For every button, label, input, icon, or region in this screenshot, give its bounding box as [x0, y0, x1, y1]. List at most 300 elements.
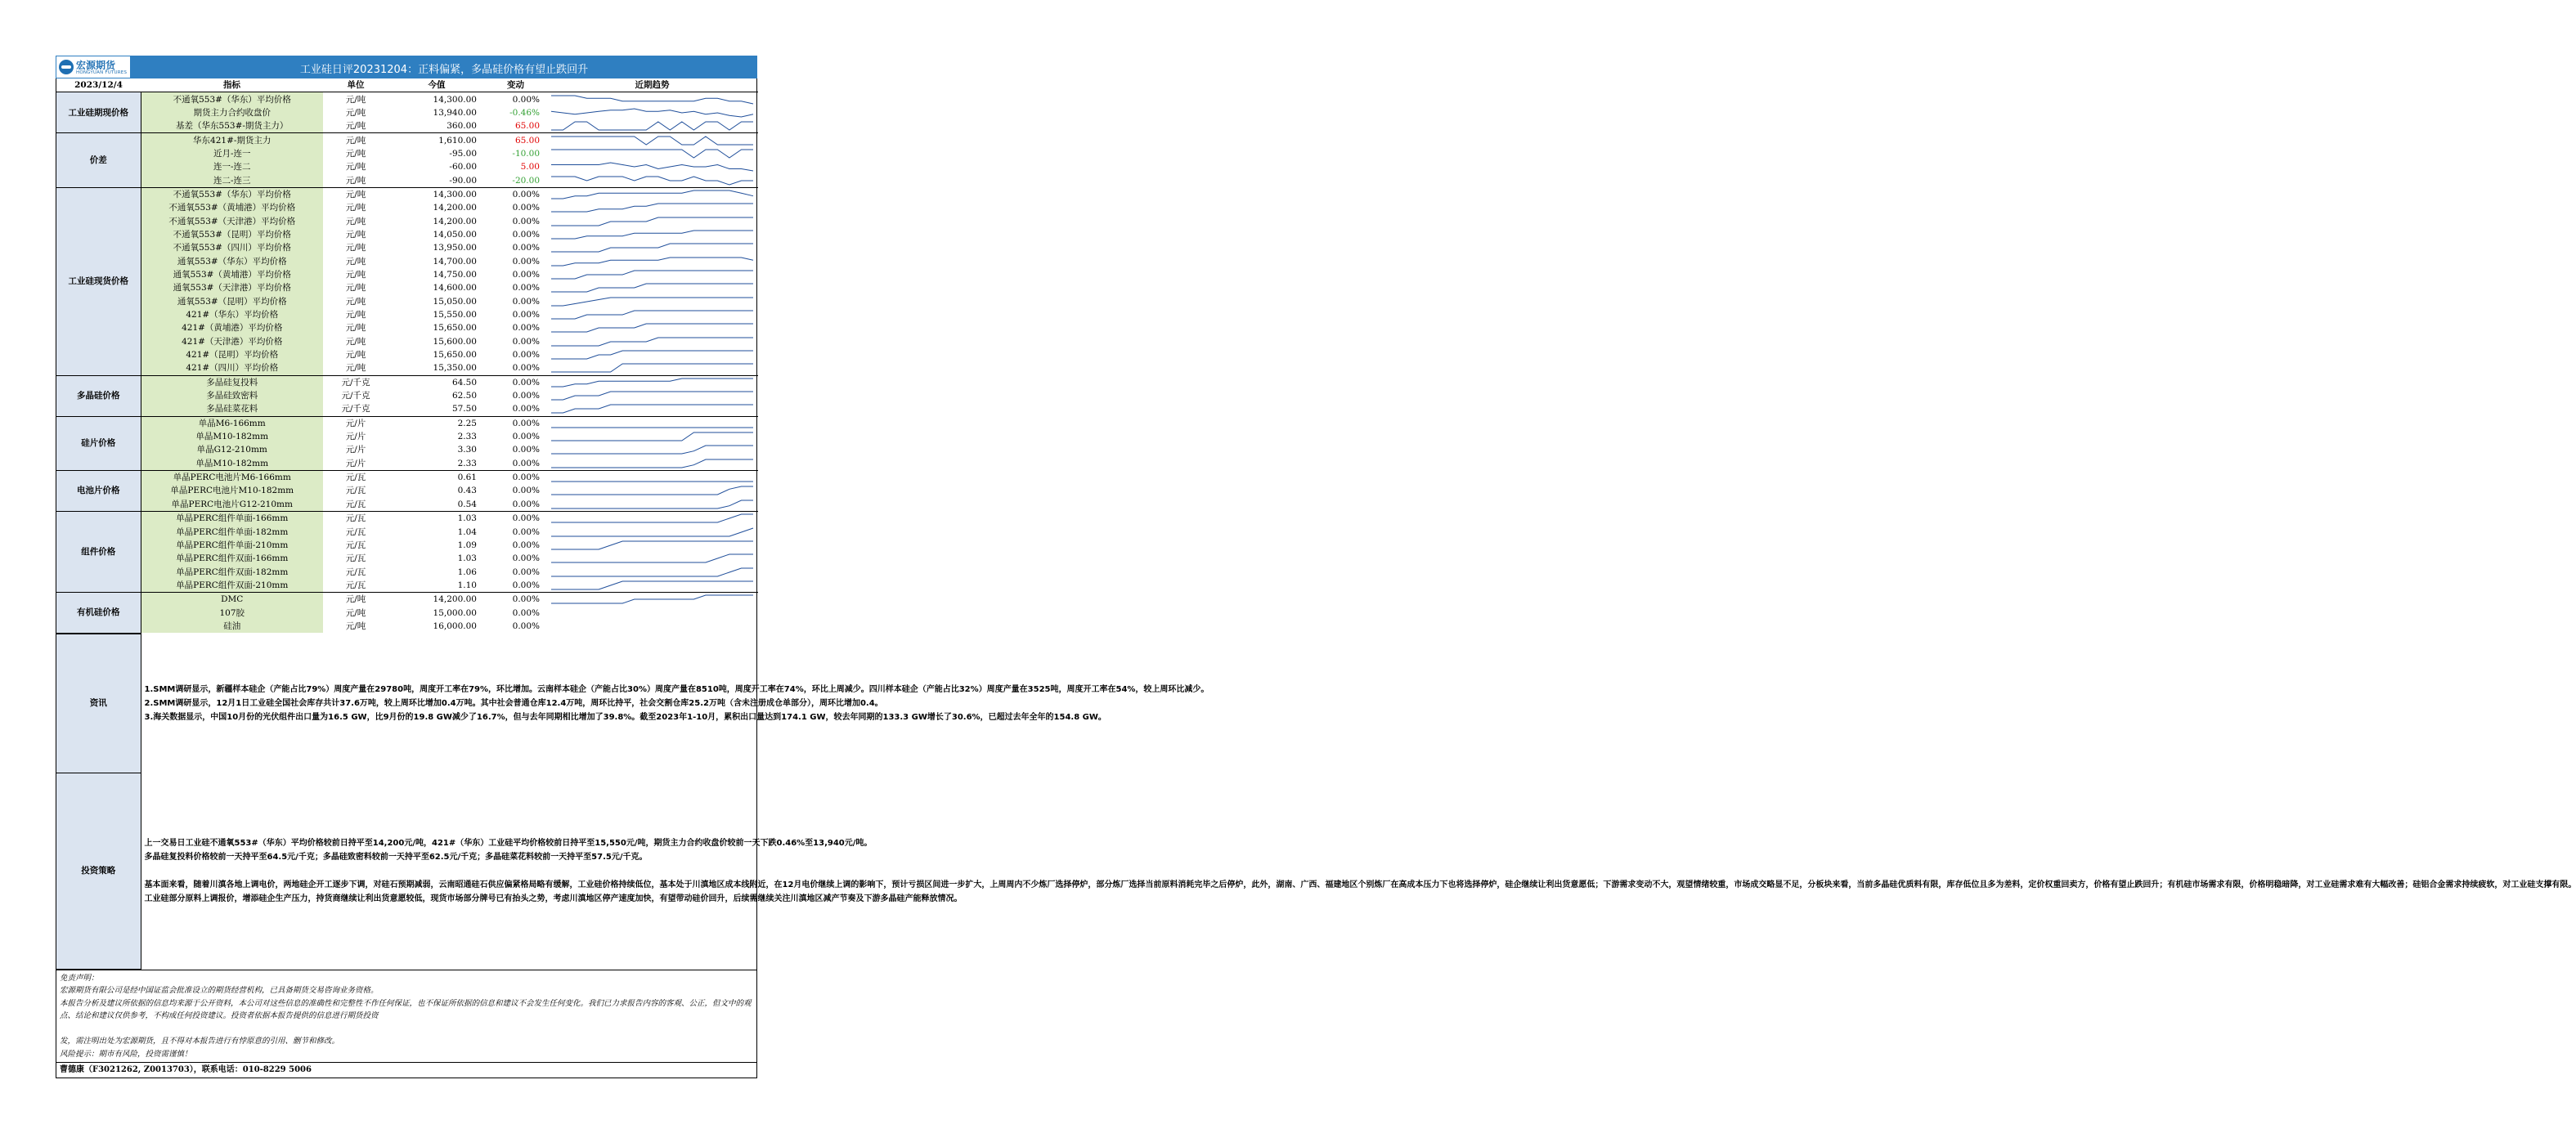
unit-cell: 元/吨: [345, 175, 366, 186]
indicator-name: 421#（华东）平均价格: [141, 308, 323, 321]
table-row: [56, 565, 758, 578]
value-cell: 14,600.00: [433, 283, 477, 293]
unit-cell: 元/吨: [345, 607, 366, 618]
value-cell: 62.50: [451, 391, 477, 401]
trend-sparkline: [546, 106, 758, 119]
trend-cell: [546, 498, 758, 512]
table-row: [56, 416, 758, 430]
indicator-name: 单晶PERC电池片G12-210mm: [141, 498, 323, 512]
trend-sparkline: [546, 430, 758, 443]
unit-cell: 元/吨: [345, 256, 366, 267]
table-row: [56, 228, 758, 241]
indicator-name: 通氧553#（天津港）平均价格: [141, 281, 323, 294]
unit-cell: 元/吨: [345, 283, 366, 293]
col-header-unit: 单位: [323, 78, 388, 92]
indicator-name: 421#（黄埔港）平均价格: [141, 321, 323, 334]
unit-cell: 元/瓦: [345, 567, 366, 577]
change-cell: 0.00%: [512, 432, 540, 442]
trend-sparkline: [546, 308, 758, 321]
category-cell: 硅片价格: [56, 416, 141, 470]
unit-cell: 元/吨: [323, 187, 388, 201]
trend-sparkline: [546, 539, 758, 552]
indicator-name: 近月-连一: [141, 147, 323, 160]
indicator-name: 单晶M10-182mm: [141, 457, 323, 471]
unit-cell: 元/片: [345, 458, 366, 468]
change-cell: 0.00%: [485, 593, 546, 607]
indicator-name: 421#（四川）平均价格: [141, 361, 323, 375]
news-paragraph: 1.SMM调研显示，新疆样本硅企（产能占比79%）周度产量在29780吨，周度开工率在79%，环比增加。云南样本硅企（产能占比30%）周度产量在8510吨，周度开工率在74%，环比上周减少。四川样本硅企（产能占比32%）周度产量在3525吨，周度开工率在54%，较上周环比减少。: [144, 684, 1209, 694]
indicator-name: 通氧553#（昆明）平均价格: [141, 295, 323, 308]
trend-sparkline: [546, 457, 758, 470]
table-row: [56, 147, 758, 160]
table-row: [56, 361, 758, 375]
disclaimer-line: 宏源期货有限公司是经中国证监会批准设立的期货经营机构，已具备期货交易咨询业务资格。: [60, 986, 379, 996]
data-table-wrapper: [56, 78, 2576, 1078]
value-cell: -60.00: [449, 162, 477, 172]
unit-cell: 元/吨: [345, 107, 366, 118]
trend-cell: [546, 484, 758, 497]
value-cell: 15,000.00: [433, 607, 477, 618]
table-row: [56, 484, 758, 497]
change-cell: 0.00%: [512, 363, 540, 374]
change-cell: 0.00%: [512, 445, 540, 455]
change-cell: 0.00%: [512, 216, 540, 226]
col-header-change: 变动: [485, 78, 546, 92]
trend-line: [551, 217, 753, 226]
category-cell: 电池片价格: [56, 470, 141, 511]
table-row: [56, 335, 758, 348]
category-cell: 组件价格: [56, 512, 141, 593]
table-row: [56, 470, 758, 484]
unit-cell: 元/千克: [341, 404, 370, 414]
news-content: [141, 634, 1209, 773]
category-cell: 工业硅期现价格: [56, 92, 141, 133]
trend-line: [551, 351, 753, 359]
trend-sparkline: [546, 268, 758, 281]
trend-sparkline: [546, 134, 758, 147]
trend-line: [551, 581, 753, 589]
trend-cell: [546, 295, 758, 308]
change-cell: -0.46%: [509, 107, 540, 118]
trend-cell: [546, 470, 758, 484]
value-cell: 1.09: [457, 540, 477, 550]
strategy-content: [141, 773, 2576, 969]
indicator-name: 不通氧553#（华东）平均价格: [141, 187, 323, 201]
change-cell: 0.00%: [512, 391, 540, 401]
trend-cell: [546, 389, 758, 402]
table-row: [56, 539, 758, 552]
trend-cell: [546, 119, 758, 133]
indicator-name: 单晶M10-182mm: [141, 430, 323, 443]
table-row: [56, 620, 758, 633]
disclaimer-line: [60, 1023, 753, 1036]
value-cell: -90.00: [449, 175, 477, 186]
trend-line: [551, 109, 753, 117]
indicator-name: 连一-连二: [141, 160, 323, 173]
change-cell: 0.00%: [512, 540, 540, 550]
change-cell: 0.00%: [512, 580, 540, 590]
indicator-name: 硅油: [141, 620, 323, 633]
table-row: [56, 443, 758, 456]
unit-cell: 元/瓦: [345, 540, 366, 550]
change-cell: 0.00%: [512, 323, 540, 334]
unit-cell: 元/吨: [345, 243, 366, 253]
indicator-name: 单晶PERC组件双面-166mm: [141, 552, 323, 565]
change-cell: 0.00%: [512, 256, 540, 267]
category-cell: 有机硅价格: [56, 593, 141, 634]
indicator-name: 基差（华东553#-期货主力）: [141, 119, 323, 133]
indicator-name: 421#（昆明）平均价格: [141, 348, 323, 361]
table-row: [56, 201, 758, 214]
unit-cell: 元/吨: [345, 350, 366, 361]
news-row: [56, 634, 758, 773]
indicator-name: 单晶PERC组件单面-182mm: [141, 525, 323, 538]
trend-line: [551, 190, 753, 199]
disclaimer: [56, 970, 756, 1063]
unit-cell: 元/吨: [345, 363, 366, 374]
strategy-paragraph: 工业硅部分原料上调报价，增添硅企生产压力，持货商继续让利出货意愿较低，现货市场部分牌号已有抬头之势，考虑川滇地区停产速度加快，有望带动硅价回升，后续需继续关注川滇地区减产节奏及下游多晶硅产能释放情况。: [144, 894, 963, 903]
change-cell: 0.00%: [512, 296, 540, 307]
trend-cell: [546, 201, 758, 214]
unit-cell: 元/千克: [341, 391, 370, 401]
unit-cell: 元/吨: [345, 216, 366, 226]
indicator-name: 连二-连三: [141, 173, 323, 187]
trend-line: [551, 514, 753, 522]
table-row: [56, 187, 758, 201]
trend-sparkline: [546, 321, 758, 334]
value-cell: 1.03: [388, 512, 485, 526]
value-cell: 15,650.00: [433, 350, 477, 361]
trend-sparkline: [546, 607, 758, 620]
news-category: 资讯: [56, 634, 141, 773]
unit-cell: 元/千克: [323, 375, 388, 389]
trend-sparkline: [546, 389, 758, 402]
table-row: [56, 593, 758, 607]
unit-cell: 元/吨: [323, 593, 388, 607]
indicator-name: 单晶PERC组件双面-210mm: [141, 579, 323, 593]
trend-sparkline: [546, 443, 758, 456]
table-row: [56, 525, 758, 538]
report-header: [56, 56, 757, 78]
trend-cell: [546, 254, 758, 267]
trend-cell: [546, 361, 758, 375]
unit-cell: 元/吨: [345, 336, 366, 347]
trend-sparkline: [546, 552, 758, 565]
strategy-category: 投资策略: [56, 773, 141, 969]
trend-line: [551, 96, 753, 104]
commentary-table: [56, 634, 2576, 970]
trend-cell: [546, 321, 758, 334]
value-cell: 360.00: [447, 121, 477, 132]
trend-sparkline: [546, 281, 758, 294]
change-cell: 0.00%: [512, 203, 540, 213]
trend-sparkline: [546, 348, 758, 361]
trend-sparkline: [546, 593, 758, 606]
company-logo: [56, 56, 131, 78]
indicator-name: 不通氧553#（华东）平均价格: [141, 92, 323, 106]
change-cell: 0.00%: [512, 499, 540, 509]
unit-cell: 元/片: [345, 432, 366, 442]
change-cell: 0.00%: [512, 336, 540, 347]
disclaimer-line: 风险提示：期市有风险，投资需谨慎！: [60, 1049, 192, 1059]
value-cell: 15,050.00: [433, 296, 477, 307]
trend-line: [551, 122, 753, 130]
trend-line: [551, 595, 753, 603]
unit-cell: 元/吨: [345, 162, 366, 172]
table-row: [56, 321, 758, 334]
trend-cell: [546, 579, 758, 593]
value-cell: 1.04: [457, 526, 477, 537]
trend-cell: [546, 133, 758, 147]
value-cell: 13,940.00: [433, 107, 477, 118]
trend-line: [551, 500, 753, 509]
unit-cell: 元/吨: [345, 621, 366, 631]
trend-sparkline: [546, 512, 758, 525]
change-cell: 0.00%: [512, 486, 540, 496]
trend-cell: [546, 402, 758, 416]
value-cell: 14,300.00: [388, 187, 485, 201]
value-cell: 14,200.00: [433, 203, 477, 213]
unit-cell: 元/瓦: [345, 580, 366, 590]
value-cell: 1,610.00: [388, 133, 485, 147]
table-row: [56, 512, 758, 526]
value-cell: 2.33: [457, 432, 477, 442]
change-cell: 0.00%: [512, 283, 540, 293]
indicator-name: 421#（天津港）平均价格: [141, 335, 323, 348]
trend-cell: [546, 160, 758, 173]
trend-line: [551, 231, 753, 239]
strategy-paragraph: 基本面来看，随着川滇各地上调电价，两地硅企开工逐步下调，对硅石预期减弱，云南昭通硅石供应偏紧格局略有缓解，工业硅价格持续低位，基本处于川滇地区成本线附近，在12月电价继续上调的影响下，预计亏损区间进一步扩大，上周周内不少炼厂选择停炉，部分炼厂选择当前原料消耗完毕之后停炉，此外，湖南、广西、福建地区个别炼厂在高成本压力下也将选择停炉，硅企继续让利出货意愿低；下游需求变动不大，观望情绪较重，市场成交略显不足，分板块来看，当前多晶硅优质料有限，库存低位且多为差料，定价权重回卖方，价格有望止跌回升；有机硅市场需求有限，价格明稳暗降，对工业硅需求难有大幅改善；硅铝合金需求持续疲软，对工业硅支撑有限。: [144, 880, 2576, 889]
col-header-value: 今值: [388, 78, 485, 92]
analyst-contact: 曹德康（F3021262, Z0013703），联系电话：010-8229 5006: [56, 1062, 756, 1078]
indicator-name: 通氧553#（黄埔港）平均价格: [141, 268, 323, 281]
unit-cell: 元/瓦: [323, 512, 388, 526]
disclaimer-title: 免责声明：: [60, 973, 99, 983]
strategy-paragraph: [145, 864, 756, 878]
unit-cell: 元/吨: [345, 229, 366, 240]
table-row: [56, 348, 758, 361]
table-row: [56, 241, 758, 254]
change-cell: 0.00%: [485, 470, 546, 484]
trend-line: [551, 568, 753, 576]
logo-text-cn: 宏源期货: [76, 60, 116, 71]
trend-cell: [546, 106, 758, 119]
trend-line: [551, 324, 753, 332]
trend-cell: [546, 348, 758, 361]
change-cell: 65.00: [485, 133, 546, 147]
table-row: [56, 308, 758, 321]
change-cell: 0.00%: [512, 526, 540, 537]
trend-cell: [546, 443, 758, 456]
change-cell: 0.00%: [512, 621, 540, 631]
trend-cell: [546, 214, 758, 227]
trend-line: [551, 258, 753, 266]
indicator-name: 单晶M6-166mm: [141, 416, 323, 430]
indicator-name: DMC: [141, 593, 323, 607]
trend-sparkline: [546, 402, 758, 415]
disclaimer-line: 发，需注明出处为宏源期货，且不得对本报告进行有悖原意的引用、删节和修改。: [60, 1037, 340, 1046]
trend-cell: [546, 147, 758, 160]
change-cell: 5.00: [520, 162, 540, 172]
value-cell: 15,600.00: [433, 336, 477, 347]
value-cell: 0.43: [457, 486, 477, 496]
col-header-indicator: 指标: [141, 78, 323, 92]
disclaimer-line: 本报告分析及建议所依据的信息均来源于公开资料，本公司对这些信息的准确性和完整性不作任何保证，也不保证所依据的信息和建议不会发生任何变化。我们已力求报告内容的客观、公正，但文中的观点、结论和建议仅供参考，不构成任何投资建议。投资者依据本报告提供的信息进行期货投资: [60, 998, 752, 1021]
table-row: [56, 92, 758, 106]
strategy-row: [56, 773, 758, 969]
value-cell: 64.50: [388, 375, 485, 389]
table-row: [56, 389, 758, 402]
trend-cell: [546, 512, 758, 526]
trend-cell: [546, 228, 758, 241]
trend-line: [551, 405, 753, 413]
change-cell: 0.00%: [512, 229, 540, 240]
table-row: [56, 579, 758, 593]
unit-cell: 元/片: [345, 445, 366, 455]
trend-line: [551, 364, 753, 372]
logo-emblem-icon: [59, 60, 74, 74]
table-row: [56, 498, 758, 512]
trend-cell: [546, 539, 758, 552]
unit-cell: 元/瓦: [323, 470, 388, 484]
table-row: [56, 254, 758, 267]
category-cell: 工业硅现货价格: [56, 187, 141, 375]
change-cell: 0.00%: [485, 92, 546, 106]
trend-sparkline: [546, 188, 758, 201]
indicator-name: 不通氧553#（黄埔港）平均价格: [141, 201, 323, 214]
trend-cell: [546, 187, 758, 201]
trend-cell: [546, 173, 758, 187]
value-cell: 14,700.00: [433, 256, 477, 267]
table-row: [56, 214, 758, 227]
indicator-name: 单晶PERC电池片M6-166mm: [141, 470, 323, 484]
unit-cell: 元/吨: [323, 133, 388, 147]
value-cell: -95.00: [449, 148, 477, 159]
report-title: 工业硅日评20231204：正料偏紧，多晶硅价格有望止跌回升: [299, 64, 589, 76]
table-row: [56, 160, 758, 173]
trend-cell: [546, 416, 758, 430]
trend-line: [551, 459, 753, 468]
trend-sparkline: [546, 147, 758, 160]
value-cell: 0.54: [457, 499, 477, 509]
indicator-name: 107胶: [141, 606, 323, 619]
indicator-name: 不通氧553#（昆明）平均价格: [141, 228, 323, 241]
trend-cell: [546, 593, 758, 607]
trend-line: [551, 379, 753, 387]
change-cell: 0.00%: [512, 404, 540, 414]
unit-cell: 元/吨: [345, 323, 366, 334]
trend-sparkline: [546, 160, 758, 173]
trend-cell: [546, 241, 758, 254]
table-row: [56, 268, 758, 281]
unit-cell: 元/吨: [345, 310, 366, 320]
table-header-row: [56, 78, 758, 92]
trend-line: [551, 137, 753, 145]
table-row: [56, 375, 758, 389]
trend-cell: [546, 552, 758, 565]
indicator-name: 单晶PERC组件单面-166mm: [141, 512, 323, 526]
trend-sparkline: [546, 484, 758, 497]
value-cell: 0.61: [388, 470, 485, 484]
trend-cell: [546, 430, 758, 443]
trend-cell: [546, 565, 758, 578]
indicator-name: 单晶G12-210mm: [141, 443, 323, 456]
trend-sparkline: [546, 201, 758, 214]
change-cell: 0.00%: [485, 512, 546, 526]
change-cell: 0.00%: [512, 607, 540, 618]
change-cell: 0.00%: [485, 416, 546, 430]
unit-cell: 元/瓦: [345, 499, 366, 509]
trend-sparkline: [546, 579, 758, 592]
strategy-paragraph: 多晶硅复投料价格较前一天持平至64.5元/千克；多晶硅致密料较前一天持平至62.5元/千克；多晶硅菜花料较前一天持平至57.5元/千克。: [144, 852, 648, 862]
table-row: [56, 173, 758, 187]
change-cell: 65.00: [514, 121, 540, 132]
change-cell: 0.00%: [512, 269, 540, 280]
trend-sparkline: [546, 526, 758, 539]
unit-cell: 元/吨: [345, 121, 366, 132]
value-cell: 3.30: [457, 445, 477, 455]
trend-line: [551, 244, 753, 252]
value-cell: 2.33: [457, 458, 477, 468]
trend-line: [551, 446, 753, 454]
table-row: [56, 402, 758, 416]
trend-sparkline: [546, 119, 758, 132]
unit-cell: 元/吨: [323, 92, 388, 106]
report-date: 2023/12/4: [56, 78, 141, 92]
value-cell: 14,050.00: [433, 229, 477, 240]
trend-line: [551, 298, 753, 306]
value-cell: 15,650.00: [433, 323, 477, 334]
data-table: [56, 78, 758, 634]
value-cell: 14,200.00: [433, 216, 477, 226]
trend-line: [551, 204, 753, 212]
change-cell: 0.00%: [512, 553, 540, 564]
trend-sparkline: [546, 417, 758, 430]
table-row: [56, 552, 758, 565]
trend-line: [551, 150, 753, 158]
indicator-name: 不通氧553#（天津港）平均价格: [141, 214, 323, 227]
value-cell: 16,000.00: [433, 621, 477, 631]
trend-cell: [546, 308, 758, 321]
indicator-name: 不通氧553#（四川）平均价格: [141, 241, 323, 254]
indicator-name: 华东421#-期货主力: [141, 133, 323, 147]
news-paragraph: 2.SMM调研显示，12月1日工业硅全国社会库存共计37.6万吨，较上周环比增加0.4万吨。其中社会普通仓库12.4万吨，周环比持平，社会交割仓库25.2万吨（含未注册成仓单部分），周环比增加0.4。: [144, 698, 883, 708]
trend-cell: [546, 281, 758, 294]
change-cell: 0.00%: [512, 458, 540, 468]
unit-cell: 元/片: [323, 416, 388, 430]
value-cell: 14,300.00: [388, 92, 485, 106]
trend-sparkline: [546, 361, 758, 374]
value-cell: 2.25: [388, 416, 485, 430]
trend-sparkline: [546, 241, 758, 254]
indicator-name: 通氧553#（华东）平均价格: [141, 254, 323, 267]
indicator-name: 期货主力合约收盘价: [141, 106, 323, 119]
trend-cell: [546, 375, 758, 389]
strategy-paragraph: 上一交易日工业硅不通氧553#（华东）平均价格较前日持平至14,200元/吨，421#（华东）工业硅平均价格较前日持平至15,550元/吨，期货主力合约收盘价较前一天下跌0.46%至13,940元/吨。: [144, 838, 873, 848]
trend-line: [551, 163, 753, 171]
col-header-trend: 近期趋势: [546, 78, 758, 92]
trend-line: [551, 284, 753, 292]
change-cell: 0.00%: [512, 350, 540, 361]
change-cell: 0.00%: [485, 375, 546, 389]
change-cell: -10.00: [512, 148, 540, 159]
category-cell: 价差: [56, 133, 141, 187]
trend-sparkline: [546, 471, 758, 484]
report: [56, 56, 2576, 1078]
news-paragraph: 3.海关数据显示，中国10月份的光伏组件出口量为16.5 GW，比9月份的19.8 GW减少了16.7%，但与去年同期相比增加了39.8%。截至2023年1-10月，累积出口量达到174.1 GW，较去年同期的133.3 GW增长了30.6%，已超过去年全年的154.8 GW。: [144, 712, 1106, 722]
value-cell: 15,550.00: [433, 310, 477, 320]
change-cell: 0.00%: [512, 243, 540, 253]
